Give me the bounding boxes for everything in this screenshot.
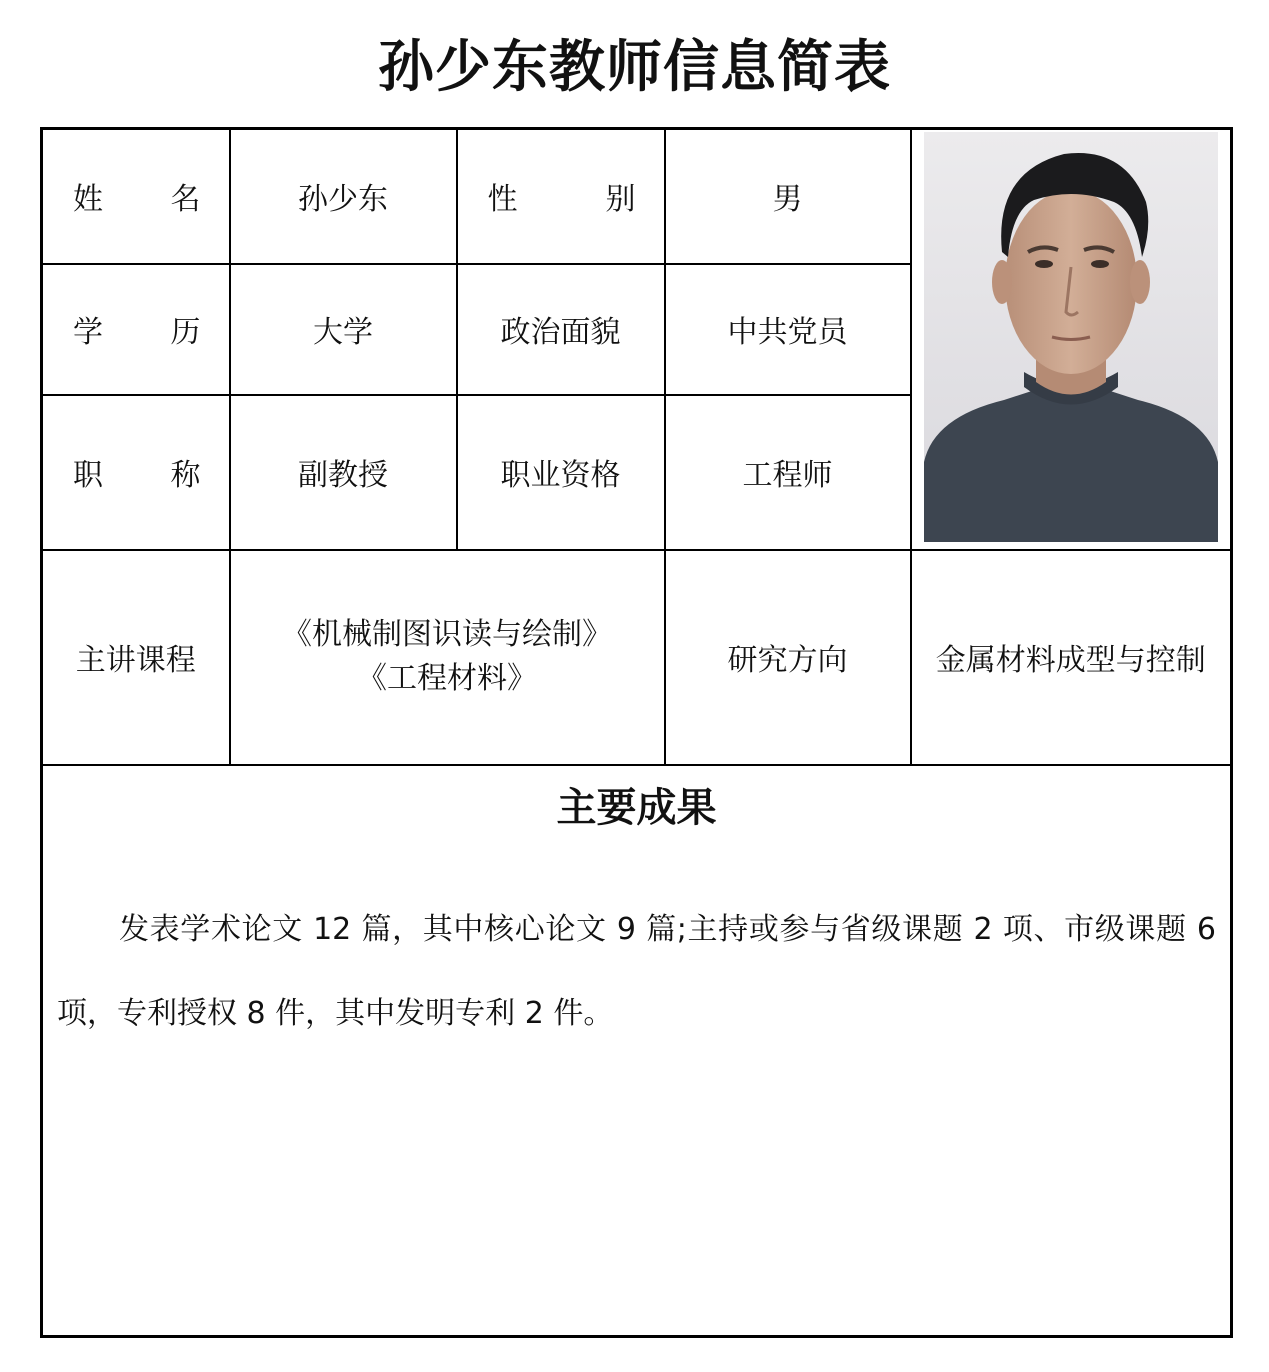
qualification-value: 工程师 xyxy=(665,395,911,550)
page-title: 孙少东教师信息简表 xyxy=(378,35,891,100)
qualification-label: 职业资格 xyxy=(457,395,665,550)
education-label-cell xyxy=(42,264,230,395)
achievements-cell xyxy=(42,765,1232,1337)
education-label-char-1: 学 xyxy=(73,315,103,350)
gender-label-cell xyxy=(457,129,665,264)
courses-value-cell xyxy=(230,550,665,765)
teacher-info-table xyxy=(40,127,1233,1338)
name-label-char-2: 名 xyxy=(170,182,201,218)
course-item: 《工程材料》 xyxy=(357,661,537,696)
rank-label-char-1: 职 xyxy=(73,458,103,493)
name-label-cell xyxy=(42,129,230,264)
political-label: 政治面貌 xyxy=(457,264,665,395)
research-value: 金属材料成型与控制 xyxy=(911,550,1232,765)
gender-value: 男 xyxy=(665,129,911,264)
name-value: 孙少东 xyxy=(230,129,457,264)
photo-cell xyxy=(911,129,1232,550)
portrait-image xyxy=(924,132,1218,542)
education-label-char-2: 历 xyxy=(170,315,201,350)
achievements-heading: 主要成果 xyxy=(556,783,717,831)
education-value: 大学 xyxy=(230,264,457,395)
achievements-text: 发表学术论文 12 篇，其中核心论文 9 篇;主持或参与省级课题 2 项、市级课题 6 项，专利授权 8 件，其中发明专利 2 件。 xyxy=(57,911,1216,1031)
political-value: 中共党员 xyxy=(665,264,911,395)
rank-label-char-2: 称 xyxy=(170,458,201,493)
course-item: 《机械制图识读与绘制》 xyxy=(282,617,612,652)
name-label-char-1: 姓 xyxy=(73,182,103,218)
gender-label-char-1: 性 xyxy=(487,182,518,218)
research-label: 研究方向 xyxy=(665,550,911,765)
gender-label-char-2: 别 xyxy=(605,182,636,218)
rank-value: 副教授 xyxy=(230,395,457,550)
rank-label-cell xyxy=(42,395,230,550)
teacher-photo xyxy=(924,132,1218,542)
courses-label: 主讲课程 xyxy=(42,550,230,765)
